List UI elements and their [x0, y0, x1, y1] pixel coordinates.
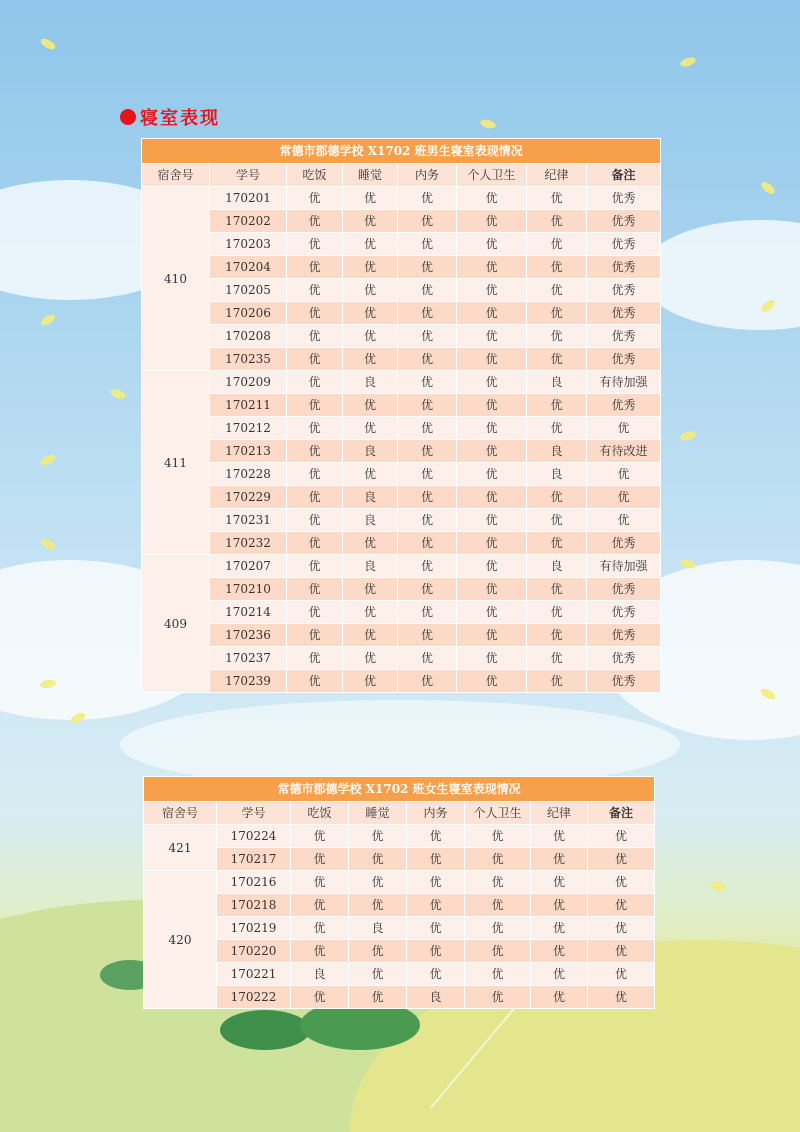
student-id-cell: 170214: [210, 601, 287, 624]
student-id-cell: 170219: [217, 917, 291, 940]
rating-cell: 优: [287, 187, 343, 210]
rating-cell: 优: [588, 940, 655, 963]
rating-cell: 优: [287, 509, 343, 532]
rating-cell: 优: [457, 486, 527, 509]
rating-cell: 有待加强: [587, 555, 661, 578]
student-id-cell: 170206: [210, 302, 287, 325]
student-id-cell: 170202: [210, 210, 287, 233]
table-row: [144, 871, 655, 894]
rating-cell: 优: [457, 302, 527, 325]
student-id-cell: 170217: [217, 848, 291, 871]
rating-cell: 优: [343, 601, 398, 624]
rating-cell: 优: [527, 279, 587, 302]
rating-cell: 优: [527, 348, 587, 371]
student-id-cell: 170213: [210, 440, 287, 463]
rating-cell: 良: [407, 986, 465, 1009]
rating-cell: 优: [531, 871, 588, 894]
table-row: [144, 940, 655, 963]
rating-cell: 优: [343, 210, 398, 233]
rating-cell: 优: [531, 848, 588, 871]
rating-cell: 优: [465, 986, 531, 1009]
table-row: [142, 371, 661, 394]
rating-cell: 优: [465, 963, 531, 986]
student-id-cell: 170203: [210, 233, 287, 256]
rating-cell: 优: [287, 601, 343, 624]
rating-cell: 优: [287, 302, 343, 325]
rating-cell: 优: [291, 986, 349, 1009]
rating-cell: 良: [527, 371, 587, 394]
rating-cell: 优: [291, 894, 349, 917]
rating-cell: 优: [457, 348, 527, 371]
rating-cell: 优: [287, 440, 343, 463]
rating-cell: 良: [527, 555, 587, 578]
table-row: [142, 463, 661, 486]
rating-cell: 优秀: [587, 601, 661, 624]
rating-cell: 良: [527, 440, 587, 463]
rating-cell: 优: [343, 348, 398, 371]
boys-table-body: [142, 187, 661, 693]
rating-cell: 优: [343, 578, 398, 601]
dorm-room-cell: 410: [142, 187, 210, 371]
table-row: [142, 302, 661, 325]
rating-cell: 优秀: [587, 578, 661, 601]
girls-header-row: [144, 802, 655, 825]
rating-cell: 优: [527, 302, 587, 325]
rating-cell: 优: [291, 825, 349, 848]
column-header: 纪律: [527, 164, 587, 187]
rating-cell: 优: [398, 417, 457, 440]
rating-cell: 优秀: [587, 210, 661, 233]
column-header: 吃饭: [291, 802, 349, 825]
rating-cell: 优: [343, 624, 398, 647]
rating-cell: 优: [398, 509, 457, 532]
student-id-cell: 170220: [217, 940, 291, 963]
rating-cell: 优: [527, 233, 587, 256]
rating-cell: 优: [527, 647, 587, 670]
table-row: [142, 486, 661, 509]
rating-cell: 良: [343, 486, 398, 509]
student-id-cell: 170205: [210, 279, 287, 302]
rating-cell: 优: [343, 463, 398, 486]
rating-cell: 优: [457, 210, 527, 233]
rating-cell: 优: [398, 325, 457, 348]
rating-cell: 优: [527, 394, 587, 417]
rating-cell: 优: [527, 624, 587, 647]
column-header: 纪律: [531, 802, 588, 825]
table-row: [144, 963, 655, 986]
rating-cell: 优秀: [587, 187, 661, 210]
rating-cell: 优: [531, 940, 588, 963]
rating-cell: 优: [287, 325, 343, 348]
table-row: [142, 256, 661, 279]
rating-cell: 优: [587, 417, 661, 440]
girls-table-body: [144, 825, 655, 1009]
rating-cell: 优: [291, 917, 349, 940]
rating-cell: 优: [588, 894, 655, 917]
rating-cell: 优秀: [587, 532, 661, 555]
column-header: 宿舍号: [144, 802, 217, 825]
section-heading: [120, 104, 220, 130]
rating-cell: 优: [398, 187, 457, 210]
student-id-cell: 170211: [210, 394, 287, 417]
rating-cell: 优: [465, 917, 531, 940]
rating-cell: 优: [291, 848, 349, 871]
rating-cell: 优: [407, 917, 465, 940]
table-row: [142, 670, 661, 693]
rating-cell: 优: [287, 371, 343, 394]
rating-cell: 优: [398, 647, 457, 670]
column-header: 学号: [210, 164, 287, 187]
student-id-cell: 170236: [210, 624, 287, 647]
student-id-cell: 170216: [217, 871, 291, 894]
column-header: 备注: [587, 164, 661, 187]
dorm-room-cell: 421: [144, 825, 217, 871]
column-header: 学号: [217, 802, 291, 825]
rating-cell: 优: [457, 187, 527, 210]
rating-cell: 优: [527, 417, 587, 440]
rating-cell: 优: [527, 601, 587, 624]
rating-cell: 优: [287, 417, 343, 440]
rating-cell: 优: [343, 233, 398, 256]
rating-cell: 优: [287, 394, 343, 417]
rating-cell: 优: [287, 233, 343, 256]
student-id-cell: 170221: [217, 963, 291, 986]
rating-cell: 良: [343, 371, 398, 394]
student-id-cell: 170218: [217, 894, 291, 917]
rating-cell: 优: [457, 256, 527, 279]
rating-cell: 优: [287, 555, 343, 578]
rating-cell: 优: [527, 509, 587, 532]
rating-cell: 优秀: [587, 233, 661, 256]
rating-cell: 优: [343, 670, 398, 693]
rating-cell: 优: [588, 986, 655, 1009]
student-id-cell: 170201: [210, 187, 287, 210]
student-id-cell: 170210: [210, 578, 287, 601]
rating-cell: 优: [587, 486, 661, 509]
rating-cell: 优: [287, 532, 343, 555]
dorm-room-cell: 411: [142, 371, 210, 555]
table-row: [142, 394, 661, 417]
rating-cell: 优: [287, 463, 343, 486]
rating-cell: 优: [398, 256, 457, 279]
rating-cell: 优: [291, 940, 349, 963]
rating-cell: 优: [398, 394, 457, 417]
boys-table-title: 常德市郡德学校 X1702 班男生寝室表现情况: [142, 139, 661, 164]
rating-cell: 良: [343, 555, 398, 578]
rating-cell: 优: [588, 848, 655, 871]
rating-cell: 优: [398, 279, 457, 302]
boys-dorm-table: [141, 138, 661, 693]
rating-cell: 优: [531, 894, 588, 917]
student-id-cell: 170222: [217, 986, 291, 1009]
rating-cell: 优: [457, 325, 527, 348]
rating-cell: 优: [349, 848, 407, 871]
table-row: [142, 233, 661, 256]
rating-cell: 优: [457, 555, 527, 578]
boys-header-row: [142, 164, 661, 187]
rating-cell: 优: [457, 647, 527, 670]
rating-cell: 良: [349, 917, 407, 940]
student-id-cell: 170228: [210, 463, 287, 486]
rating-cell: 优: [587, 463, 661, 486]
rating-cell: 优: [527, 670, 587, 693]
rating-cell: 有待改进: [587, 440, 661, 463]
rating-cell: 优: [287, 256, 343, 279]
rating-cell: 优: [407, 825, 465, 848]
table-row: [142, 647, 661, 670]
student-id-cell: 170224: [217, 825, 291, 848]
girls-dorm-table: [143, 776, 655, 1009]
rating-cell: 优: [527, 187, 587, 210]
rating-cell: 良: [527, 463, 587, 486]
rating-cell: 优秀: [587, 325, 661, 348]
rating-cell: 优: [457, 624, 527, 647]
rating-cell: 优: [587, 509, 661, 532]
rating-cell: 优: [398, 233, 457, 256]
column-header: 内务: [407, 802, 465, 825]
rating-cell: 优秀: [587, 670, 661, 693]
rating-cell: 优: [398, 555, 457, 578]
rating-cell: 优: [343, 325, 398, 348]
rating-cell: 优: [398, 578, 457, 601]
rating-cell: 优: [465, 825, 531, 848]
rating-cell: 优: [398, 463, 457, 486]
rating-cell: 优: [407, 894, 465, 917]
student-id-cell: 170208: [210, 325, 287, 348]
rating-cell: 优: [527, 256, 587, 279]
rating-cell: 良: [343, 440, 398, 463]
table-row: [142, 210, 661, 233]
dorm-room-cell: 409: [142, 555, 210, 693]
rating-cell: 优: [531, 917, 588, 940]
rating-cell: 优秀: [587, 279, 661, 302]
rating-cell: 优: [407, 848, 465, 871]
rating-cell: 优: [457, 233, 527, 256]
table-row: [142, 624, 661, 647]
table-row: [142, 417, 661, 440]
rating-cell: 优: [465, 894, 531, 917]
student-id-cell: 170204: [210, 256, 287, 279]
rating-cell: 优秀: [587, 256, 661, 279]
rating-cell: 优: [398, 210, 457, 233]
rating-cell: 优: [457, 509, 527, 532]
rating-cell: 优: [457, 279, 527, 302]
student-id-cell: 170209: [210, 371, 287, 394]
rating-cell: 优: [407, 963, 465, 986]
column-header: 睡觉: [349, 802, 407, 825]
rating-cell: 优: [287, 670, 343, 693]
rating-cell: 优: [465, 848, 531, 871]
rating-cell: 优: [457, 440, 527, 463]
rating-cell: 优: [343, 302, 398, 325]
rating-cell: 优: [398, 302, 457, 325]
column-header: 宿舍号: [142, 164, 210, 187]
rating-cell: 优: [343, 532, 398, 555]
rating-cell: 优: [287, 647, 343, 670]
rating-cell: 优: [527, 532, 587, 555]
rating-cell: 有待加强: [587, 371, 661, 394]
rating-cell: 优: [343, 394, 398, 417]
rating-cell: 良: [291, 963, 349, 986]
rating-cell: 优秀: [587, 348, 661, 371]
table-row: [142, 601, 661, 624]
table-row: [142, 532, 661, 555]
rating-cell: 优: [407, 940, 465, 963]
rating-cell: 优: [588, 963, 655, 986]
table-row: [144, 848, 655, 871]
student-id-cell: 170231: [210, 509, 287, 532]
rating-cell: 优: [287, 624, 343, 647]
student-id-cell: 170237: [210, 647, 287, 670]
student-id-cell: 170235: [210, 348, 287, 371]
student-id-cell: 170212: [210, 417, 287, 440]
rating-cell: 优: [398, 371, 457, 394]
column-header: 个人卫生: [457, 164, 527, 187]
dorm-room-cell: 420: [144, 871, 217, 1009]
column-header: 吃饭: [287, 164, 343, 187]
rating-cell: 优: [349, 825, 407, 848]
rating-cell: 优: [465, 871, 531, 894]
rating-cell: 优: [349, 871, 407, 894]
column-header: 个人卫生: [465, 802, 531, 825]
rating-cell: 优: [457, 371, 527, 394]
rating-cell: 优: [287, 279, 343, 302]
table-row: [142, 555, 661, 578]
rating-cell: 优: [457, 394, 527, 417]
rating-cell: 优: [398, 440, 457, 463]
rating-cell: 优: [349, 940, 407, 963]
rating-cell: 优秀: [587, 302, 661, 325]
rating-cell: 优: [531, 825, 588, 848]
rating-cell: 优: [343, 417, 398, 440]
table-row: [144, 825, 655, 848]
rating-cell: 优: [588, 825, 655, 848]
table-row: [142, 509, 661, 532]
rating-cell: 优: [531, 963, 588, 986]
red-circle-icon: [120, 109, 136, 125]
student-id-cell: 170232: [210, 532, 287, 555]
column-header: 内务: [398, 164, 457, 187]
section-title: 寝室表现: [140, 108, 220, 129]
rating-cell: 优: [349, 963, 407, 986]
rating-cell: 优: [398, 670, 457, 693]
rating-cell: 优: [349, 986, 407, 1009]
table-row: [142, 440, 661, 463]
rating-cell: 优: [527, 210, 587, 233]
rating-cell: 优: [398, 486, 457, 509]
rating-cell: 优: [398, 601, 457, 624]
rating-cell: 优: [527, 486, 587, 509]
table-row: [142, 187, 661, 210]
table-row: [142, 325, 661, 348]
table-row: [142, 578, 661, 601]
student-id-cell: 170229: [210, 486, 287, 509]
rating-cell: 优: [588, 871, 655, 894]
student-id-cell: 170239: [210, 670, 287, 693]
rating-cell: 优: [457, 578, 527, 601]
rating-cell: 优: [398, 348, 457, 371]
column-header: 睡觉: [343, 164, 398, 187]
rating-cell: 优: [457, 670, 527, 693]
rating-cell: 优: [531, 986, 588, 1009]
rating-cell: 优: [343, 647, 398, 670]
rating-cell: 优: [343, 279, 398, 302]
rating-cell: 优秀: [587, 394, 661, 417]
rating-cell: 优: [343, 187, 398, 210]
rating-cell: 优: [588, 917, 655, 940]
rating-cell: 优: [527, 578, 587, 601]
table-row: [144, 917, 655, 940]
rating-cell: 优: [287, 486, 343, 509]
rating-cell: 优: [407, 871, 465, 894]
rating-cell: 优: [457, 601, 527, 624]
rating-cell: 优: [287, 348, 343, 371]
rating-cell: 优: [398, 532, 457, 555]
rating-cell: 优: [287, 210, 343, 233]
rating-cell: 优: [291, 871, 349, 894]
girls-table-title: 常德市郡德学校 X1702 班女生寝室表现情况: [144, 777, 655, 802]
rating-cell: 优秀: [587, 624, 661, 647]
rating-cell: 良: [343, 509, 398, 532]
rating-cell: 优: [398, 624, 457, 647]
rating-cell: 优: [465, 940, 531, 963]
table-row: [144, 894, 655, 917]
rating-cell: 优: [457, 463, 527, 486]
rating-cell: 优秀: [587, 647, 661, 670]
table-row: [142, 279, 661, 302]
rating-cell: 优: [527, 325, 587, 348]
rating-cell: 优: [287, 578, 343, 601]
table-row: [142, 348, 661, 371]
rating-cell: 优: [343, 256, 398, 279]
rating-cell: 优: [457, 532, 527, 555]
rating-cell: 优: [349, 894, 407, 917]
rating-cell: 优: [457, 417, 527, 440]
column-header: 备注: [588, 802, 655, 825]
table-row: [144, 986, 655, 1009]
student-id-cell: 170207: [210, 555, 287, 578]
